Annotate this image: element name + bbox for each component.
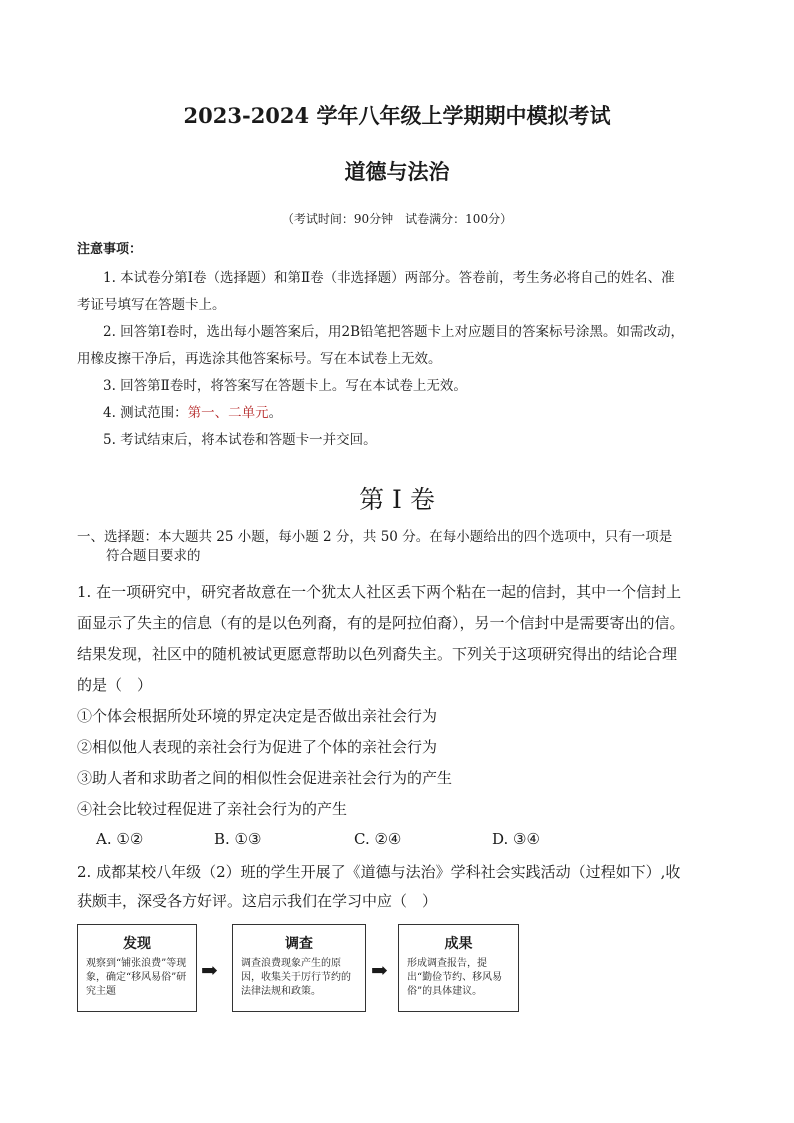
q1-option-d: D. ③④ <box>492 830 540 848</box>
right-arrow-icon: ➡ <box>201 958 218 982</box>
q1-stem-line-1: 1. 在一项研究中，研究者故意在一个犹太人社区丢下两个粘在一起的信封，其中一个信封上 <box>77 583 682 601</box>
notice-item-4-suffix: 。 <box>268 405 283 421</box>
section-heading-line-1: 一、选择题：本大题共 25 小题，每小题 2 分，共 50 分。在每小题给出的四个选项中，只有一项是 <box>77 529 673 545</box>
flow-step-title: 成果 <box>444 936 473 952</box>
q1-statement-4: ④社会比较过程促进了亲社会行为的产生 <box>77 800 348 818</box>
notice-item-1-line-1: 1. 本试卷分第Ⅰ卷（选择题）和第Ⅱ卷（非选择题）两部分。答卷前，考生务必将自己的姓名、准 <box>103 270 675 286</box>
flow-step-text: 调查浪费现象产生的原因，收集关于厉行节约的法律法规和政策。 <box>241 958 351 997</box>
flow-step-text: 观察到“铺张浪费”等现象，确定“移风易俗”研究主题 <box>86 958 187 997</box>
notice-item-3: 3. 回答第Ⅱ卷时，将答案写在答题卡上。写在本试卷上无效。 <box>103 378 467 394</box>
exam-title: 2023-2024 学年八年级上学期期中模拟考试 <box>183 103 611 128</box>
flow-step-result <box>398 924 519 1012</box>
test-scope-highlight: 第一、二单元 <box>187 405 269 421</box>
activity-flow-diagram <box>77 924 519 1016</box>
flow-step-discover <box>77 924 197 1012</box>
notice-item-5: 5. 考试结束后，将本试卷和答题卡一并交回。 <box>103 432 377 448</box>
q1-statement-1: ①个体会根据所处环境的界定决定是否做出亲社会行为 <box>77 707 438 725</box>
exam-info: （考试时间：90分钟 试卷满分：100分） <box>281 212 513 226</box>
section-heading-line-2: 符合题目要求的 <box>106 548 201 564</box>
right-arrow-icon: ➡ <box>371 958 388 982</box>
notice-item-4-prefix: 4. 测试范围： <box>103 405 188 421</box>
notice-item-2-line-1: 2. 回答第Ⅰ卷时，选出每小题答案后，用2B铅笔把答题卡上对应题目的答案标号涂黑。如需改动， <box>103 324 685 340</box>
notice-item-1-line-2: 考证号填写在答题卡上。 <box>77 297 226 313</box>
flow-step-title: 调查 <box>285 936 313 952</box>
q1-option-b: B. ①③ <box>214 830 262 848</box>
q1-statement-2: ②相似他人表现的亲社会行为促进了个体的亲社会行为 <box>77 738 438 756</box>
notice-heading: 注意事项： <box>77 242 143 257</box>
subject-title: 道德与法治 <box>344 159 450 184</box>
q2-stem-line-1: 2. 成都某校八年级（2）班的学生开展了《道德与法治》学科社会实践活动（过程如下）,收 <box>77 863 681 881</box>
q1-option-a: A. ①② <box>96 830 144 848</box>
q1-stem-line-3: 结果发现，社区中的随机被试更愿意帮助以色列裔失主。下列关于这项研究得出的结论合理 <box>77 645 678 663</box>
flow-step-text: 形成调查报告，提出“勤俭节约、移风易俗”的具体建议。 <box>407 958 503 997</box>
flow-step-investigate <box>232 924 366 1012</box>
q1-option-c: C. ②④ <box>354 830 402 848</box>
q1-stem-line-4: 的是（ ） <box>77 676 153 694</box>
notice-item-4 <box>103 401 282 421</box>
notice-item-2-line-2: 用橡皮擦干净后，再选涂其他答案标号。写在本试卷上无效。 <box>77 351 442 367</box>
q2-stem-line-2: 获颇丰，深受各方好评。这启示我们在学习中应（ ） <box>77 892 438 910</box>
q1-statement-3: ③助人者和求助者之间的相似性会促进亲社会行为的产生 <box>77 769 453 787</box>
q1-stem-line-2: 面显示了失主的信息（有的是以色列裔，有的是阿拉伯裔），另一个信封中是需要寄出的信。 <box>77 614 685 632</box>
flow-step-title: 发现 <box>123 936 151 952</box>
volume-title: 第 I 卷 <box>359 485 435 514</box>
